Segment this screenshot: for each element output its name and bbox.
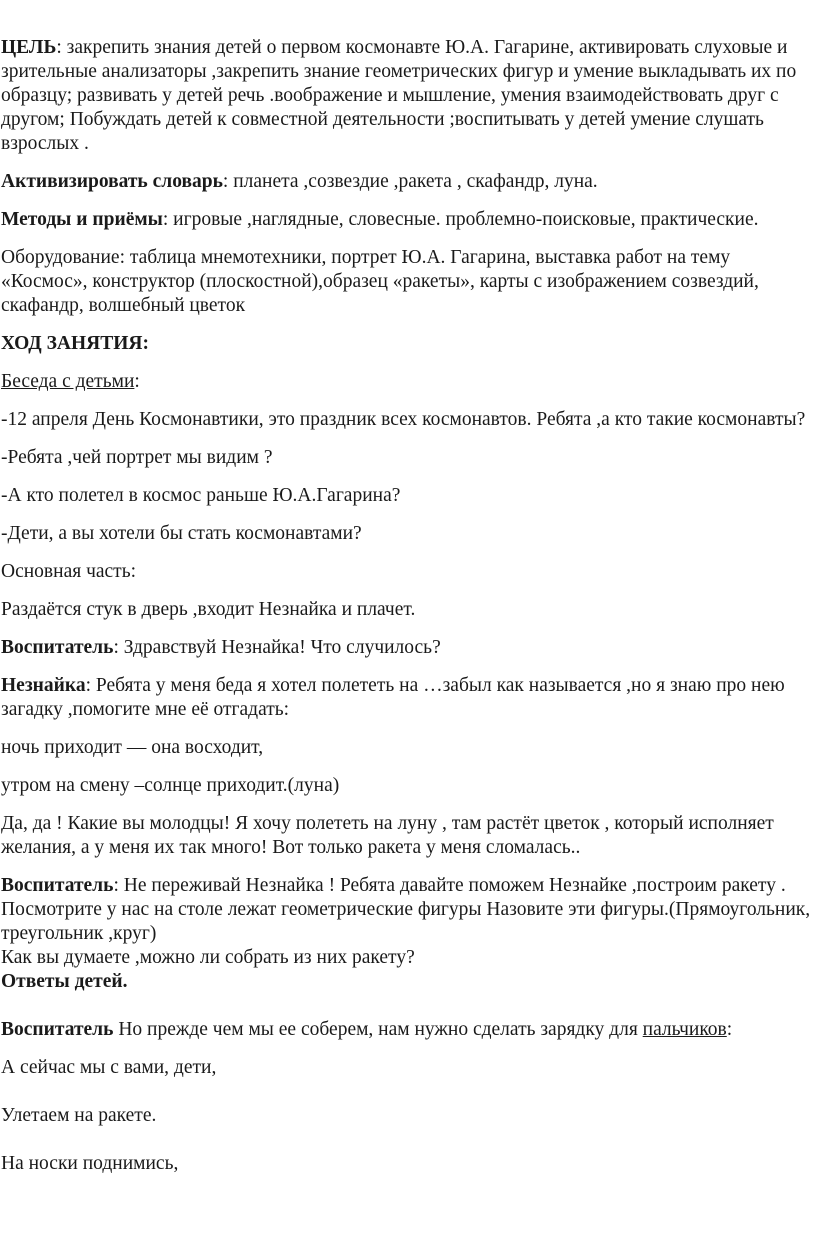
riddle-line-1: ночь приходит — она восходит, (1, 737, 264, 758)
children-answers (0, 970, 812, 994)
conversation-label: Беседа с детьми (1, 371, 135, 392)
question-2: -Ребята ,чей портрет мы видим ? (1, 447, 273, 468)
dunno-speaker-1: Незнайка (1, 675, 86, 696)
children-answers-text: Ответы детей. (1, 971, 128, 992)
teacher-text-3-end: : (726, 1019, 733, 1040)
teacher-text-1: : Здравствуй Незнайка! Что случилось? (113, 637, 441, 658)
teacher-speaker-1: Воспитатель (1, 637, 114, 658)
question-3: -А кто полетел в космос раньше Ю.А.Гагарина? (1, 485, 401, 506)
dunno-line-2: Да, да ! Какие вы молодцы! Я хочу полететь на луну , там растёт цветок , который исполняет желания, а у меня их так много! Вот только ракета у меня сломалась.. (1, 813, 774, 858)
main-part-heading: Основная часть: (1, 561, 137, 582)
teacher-line-1 (0, 636, 812, 660)
knock-paragraph: Раздаётся стук в дверь ,входит Незнайка и плачет. (1, 599, 416, 620)
question-1: -12 апреля День Космонавтики, это праздник всех космонавтов. Ребята ,а кто такие космонавты? (1, 409, 806, 430)
equipment-paragraph: Оборудование: таблица мнемотехники, портрет Ю.А. Гагарина, выставка работ на тему «Космос», конструктор (плоскостной),образец «ракеты», карты с изображением созвездий, скафандр, волшебный цветок (1, 247, 759, 316)
poem-line-1: А сейчас мы с вами, дети, (1, 1057, 217, 1078)
vocabulary-text: : планета ,созвездие ,ракета , скафандр, луна. (222, 171, 598, 192)
goal-paragraph (0, 36, 812, 156)
teacher-line-2-question: Как вы думаете ,можно ли собрать из них ракету? (1, 947, 415, 968)
vocabulary-label: Активизировать словарь (1, 171, 223, 192)
riddle-line-2: утром на смену –солнце приходит.(луна) (1, 775, 340, 796)
methods-label: Методы и приёмы (1, 209, 163, 230)
dunno-line-1 (0, 674, 812, 722)
teacher-text-3: Но прежде чем мы ее соберем, нам нужно сделать зарядку для (113, 1019, 643, 1040)
question-4: -Дети, а вы хотели бы стать космонавтами? (1, 523, 362, 544)
document-page (0, 36, 812, 1190)
teacher-line-3 (0, 1018, 812, 1042)
conversation-heading (0, 370, 812, 394)
vocabulary-paragraph (0, 170, 812, 194)
teacher-underlined-word: пальчиков (642, 1019, 727, 1040)
goal-text: : закрепить знания детей о первом космонавте Ю.А. Гагарине, активировать слуховые и зрительные анализаторы ,закрепить знание геометрических фигур и умение выкладывать их по образцу; развивать у детей речь .воображение и мышление, умения взаимодействовать друг с другом; Побуждать детей к совместной деятельности ;воспитывать у детей умение слушать взрослых . (1, 37, 797, 154)
course-heading (0, 332, 812, 356)
teacher-text-2: : Не переживай Незнайка ! Ребята давайте поможем Незнайке ,построим ракету . (113, 875, 786, 896)
teacher-line-2-shapes: Посмотрите у нас на столе лежат геометрические фигуры Назовите эти фигуры.(Прямоугольник, треугольник ,круг) (1, 899, 811, 944)
teacher-speaker-2: Воспитатель (1, 875, 114, 896)
goal-label: ЦЕЛЬ (1, 37, 57, 58)
poem-line-3: На носки поднимись, (1, 1153, 179, 1174)
teacher-line-2 (0, 874, 812, 898)
dunno-text-1: : Ребята у меня беда я хотел полететь на …забыл как называется ,но я знаю про нею загадку ,помогите мне её отгадать: (1, 675, 785, 720)
teacher-speaker-3: Воспитатель (1, 1019, 114, 1040)
poem-line-2: Улетаем на ракете. (1, 1105, 157, 1126)
conversation-colon: : (134, 371, 140, 392)
course-heading-text: ХОД ЗАНЯТИЯ: (1, 333, 149, 354)
methods-paragraph (0, 208, 812, 232)
methods-text: : игровые ,наглядные, словесные. проблемно-поисковые, практические. (162, 209, 759, 230)
